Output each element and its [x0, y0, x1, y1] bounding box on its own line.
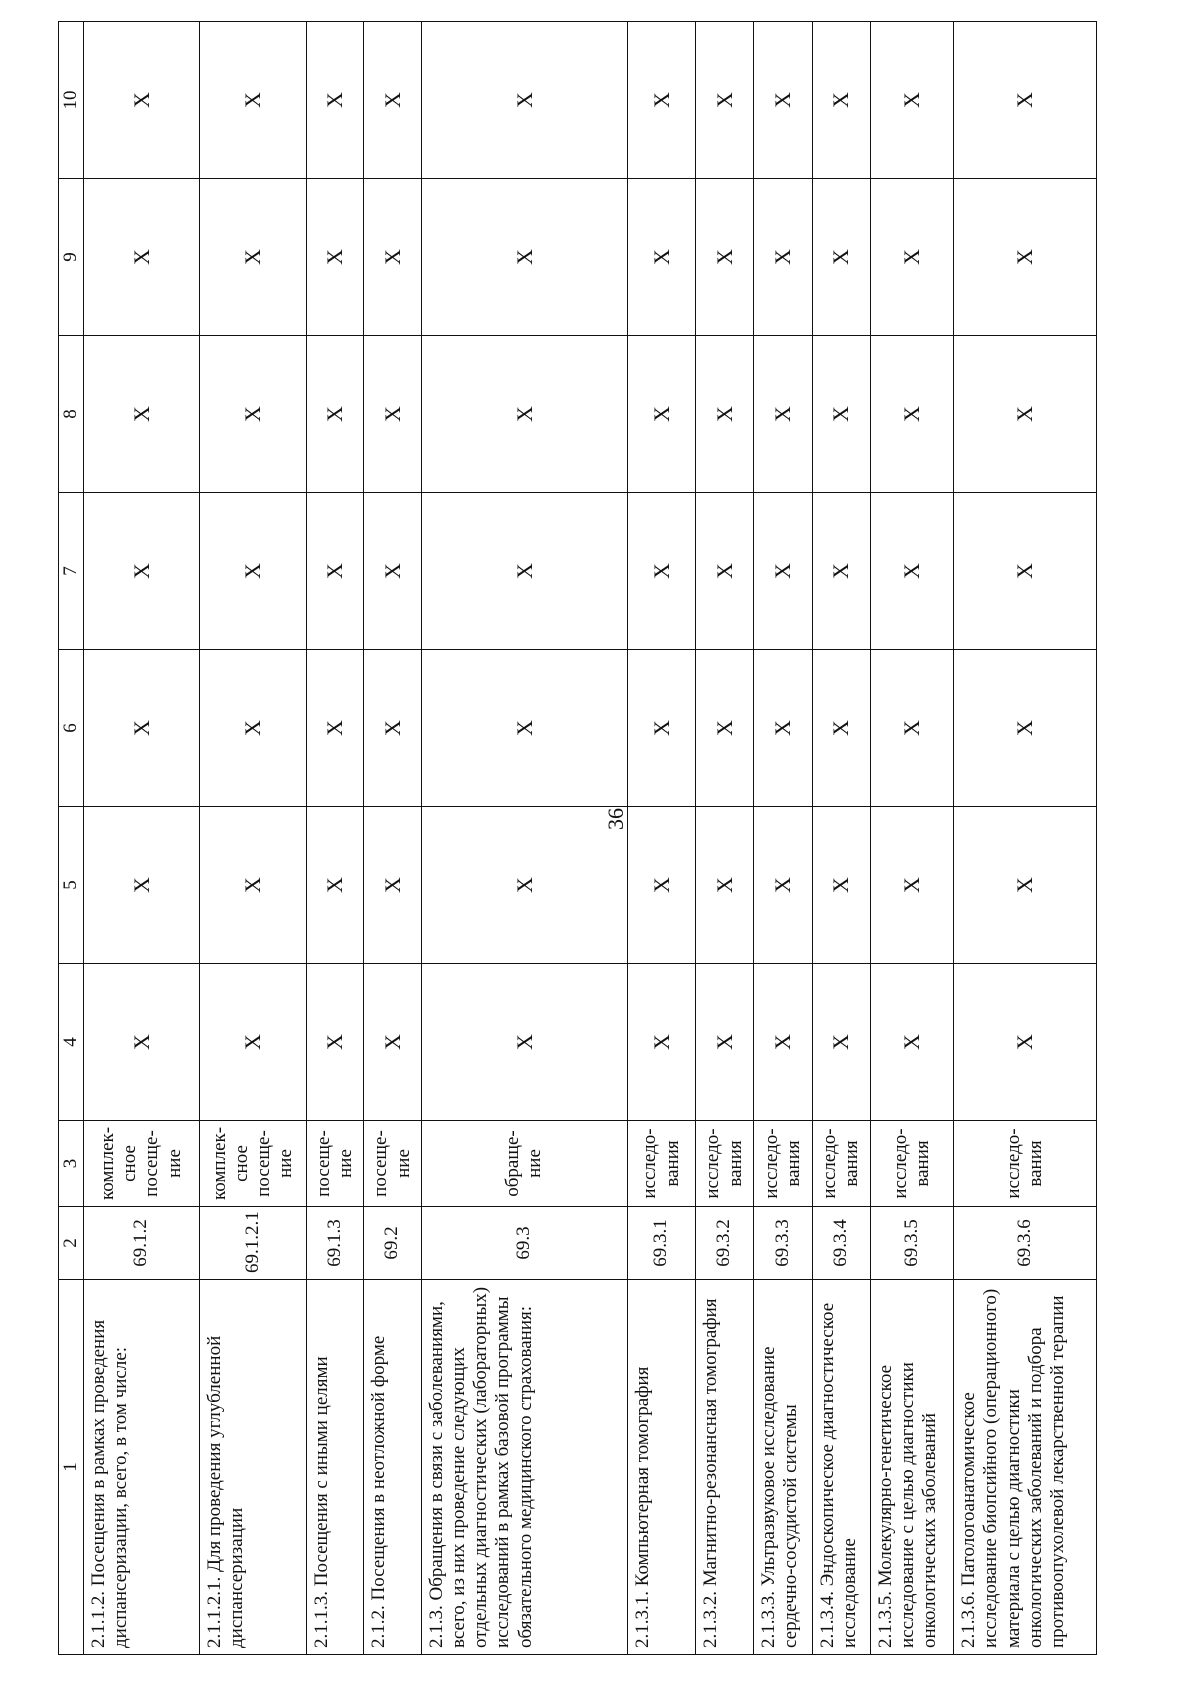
- x-mark-cell: X: [421, 22, 627, 179]
- row-code-cell: 69.2: [364, 1207, 421, 1280]
- x-mark-cell: X: [812, 179, 870, 336]
- col-header: 8: [59, 336, 84, 493]
- row-name-cell: 2.1.3. Обращения в связи с заболеваниями, всего, из них проведение следующих отдельных диагностических (лабораторных) исследований в рамках базовой программы обязательного медицинского страхования:: [421, 1280, 627, 1655]
- x-mark-cell: X: [696, 807, 754, 964]
- x-mark-cell: X: [421, 650, 627, 807]
- x-mark-cell: X: [364, 22, 421, 179]
- x-mark-cell: X: [84, 493, 200, 650]
- x-mark-cell: X: [307, 807, 364, 964]
- x-mark-cell: X: [199, 336, 306, 493]
- row-name-cell: 2.1.3.4. Эндоскопическое диагностическое исследование: [812, 1280, 870, 1655]
- x-mark-cell: X: [954, 964, 1097, 1121]
- row-unit-cell: посеще-ние: [364, 1121, 421, 1207]
- row-unit-cell: исследо-вания: [954, 1121, 1097, 1207]
- x-mark-cell: X: [421, 964, 627, 1121]
- row-unit-cell: обраще-ние: [421, 1121, 627, 1207]
- col-header: 3: [59, 1121, 84, 1207]
- x-mark-cell: X: [628, 336, 696, 493]
- x-mark-cell: X: [421, 336, 627, 493]
- x-mark-cell: X: [421, 493, 627, 650]
- row-code-cell: 69.1.3: [307, 1207, 364, 1280]
- row-name-cell: 2.1.3.2. Магнитно-резонансная томография: [696, 1280, 754, 1655]
- x-mark-cell: X: [696, 650, 754, 807]
- row-name-cell: 2.1.3.6. Патологоанатомическое исследование биопсийного (операционного) материала с целью диагностики онкологических заболеваний и подбора противоопухолевой лекарственной терапии: [954, 1280, 1097, 1655]
- x-mark-cell: X: [696, 179, 754, 336]
- x-mark-cell: X: [307, 336, 364, 493]
- x-mark-cell: X: [696, 493, 754, 650]
- x-mark-cell: X: [870, 179, 953, 336]
- x-mark-cell: X: [812, 493, 870, 650]
- table-row: [307, 22, 364, 1655]
- row-name-cell: 2.1.3.1. Компьютерная томография: [628, 1280, 696, 1655]
- x-mark-cell: X: [199, 964, 306, 1121]
- table-row: [364, 22, 421, 1655]
- header-row: [59, 22, 84, 1655]
- row-name-cell: 2.1.2. Посещения в неотложной форме: [364, 1280, 421, 1655]
- x-mark-cell: X: [364, 493, 421, 650]
- x-mark-cell: X: [954, 336, 1097, 493]
- x-mark-cell: X: [812, 22, 870, 179]
- row-unit-cell: комплек-сное посеще-ние: [84, 1121, 200, 1207]
- data-table: [58, 21, 1097, 1655]
- x-mark-cell: X: [628, 493, 696, 650]
- x-mark-cell: X: [954, 493, 1097, 650]
- x-mark-cell: X: [628, 964, 696, 1121]
- x-mark-cell: X: [307, 22, 364, 179]
- x-mark-cell: X: [84, 179, 200, 336]
- col-header: 9: [59, 179, 84, 336]
- x-mark-cell: X: [364, 807, 421, 964]
- x-mark-cell: X: [84, 22, 200, 179]
- row-unit-cell: исследо-вания: [870, 1121, 953, 1207]
- x-mark-cell: X: [199, 650, 306, 807]
- row-unit-cell: исследо-вания: [696, 1121, 754, 1207]
- x-mark-cell: X: [870, 650, 953, 807]
- x-mark-cell: X: [199, 22, 306, 179]
- page-number: 36: [603, 808, 628, 830]
- row-code-cell: 69.3.3: [754, 1207, 812, 1280]
- x-mark-cell: X: [307, 650, 364, 807]
- row-name-cell: 2.1.1.2.1. Для проведения углубленной диспансеризации: [199, 1280, 306, 1655]
- x-mark-cell: X: [754, 22, 812, 179]
- col-header: 4: [59, 964, 84, 1121]
- row-unit-cell: исследо-вания: [812, 1121, 870, 1207]
- x-mark-cell: X: [307, 179, 364, 336]
- x-mark-cell: X: [84, 964, 200, 1121]
- x-mark-cell: X: [754, 179, 812, 336]
- x-mark-cell: X: [84, 336, 200, 493]
- row-code-cell: 69.3.2: [696, 1207, 754, 1280]
- x-mark-cell: X: [954, 22, 1097, 179]
- table-wrapper: [58, 22, 1097, 1655]
- x-mark-cell: X: [696, 22, 754, 179]
- x-mark-cell: X: [84, 650, 200, 807]
- x-mark-cell: X: [754, 964, 812, 1121]
- row-unit-cell: исследо-вания: [754, 1121, 812, 1207]
- x-mark-cell: X: [628, 179, 696, 336]
- x-mark-cell: X: [754, 493, 812, 650]
- table-row: [954, 22, 1097, 1655]
- x-mark-cell: X: [364, 650, 421, 807]
- col-header: 6: [59, 650, 84, 807]
- x-mark-cell: X: [812, 964, 870, 1121]
- row-name-cell: 2.1.1.2. Посещения в рамках проведения диспансеризации, всего, в том числе:: [84, 1280, 200, 1655]
- row-unit-cell: исследо-вания: [628, 1121, 696, 1207]
- x-mark-cell: X: [628, 807, 696, 964]
- row-code-cell: 69.1.2: [84, 1207, 200, 1280]
- row-code-cell: 69.1.2.1: [199, 1207, 306, 1280]
- x-mark-cell: X: [754, 807, 812, 964]
- table-row: [754, 22, 812, 1655]
- x-mark-cell: X: [307, 964, 364, 1121]
- x-mark-cell: X: [870, 493, 953, 650]
- x-mark-cell: X: [954, 650, 1097, 807]
- col-header: 1: [59, 1280, 84, 1655]
- row-code-cell: 69.3.1: [628, 1207, 696, 1280]
- x-mark-cell: X: [628, 22, 696, 179]
- x-mark-cell: X: [84, 807, 200, 964]
- row-unit-cell: посеще-ние: [307, 1121, 364, 1207]
- x-mark-cell: X: [754, 650, 812, 807]
- row-name-cell: 2.1.1.3. Посещения с иными целями: [307, 1280, 364, 1655]
- x-mark-cell: X: [870, 22, 953, 179]
- x-mark-cell: X: [364, 179, 421, 336]
- x-mark-cell: X: [754, 336, 812, 493]
- x-mark-cell: X: [199, 179, 306, 336]
- table-row: [870, 22, 953, 1655]
- x-mark-cell: X: [421, 179, 627, 336]
- x-mark-cell: X: [870, 336, 953, 493]
- x-mark-cell: X: [696, 336, 754, 493]
- col-header: 10: [59, 22, 84, 179]
- x-mark-cell: X: [421, 807, 627, 964]
- x-mark-cell: X: [307, 493, 364, 650]
- x-mark-cell: X: [870, 964, 953, 1121]
- table-row: [84, 22, 200, 1655]
- table-row: [812, 22, 870, 1655]
- row-name-cell: 2.1.3.5. Молекулярно-генетическое исследование с целью диагностики онкологических заболеваний: [870, 1280, 953, 1655]
- rotated-table-container: [58, 22, 1097, 1655]
- col-header: 5: [59, 807, 84, 964]
- row-unit-cell: комплек-сное посеще-ние: [199, 1121, 306, 1207]
- x-mark-cell: X: [199, 807, 306, 964]
- col-header: 7: [59, 493, 84, 650]
- x-mark-cell: X: [812, 650, 870, 807]
- row-code-cell: 69.3.6: [954, 1207, 1097, 1280]
- x-mark-cell: X: [696, 964, 754, 1121]
- x-mark-cell: X: [954, 807, 1097, 964]
- x-mark-cell: X: [364, 964, 421, 1121]
- row-code-cell: 69.3.4: [812, 1207, 870, 1280]
- col-header: 2: [59, 1207, 84, 1280]
- x-mark-cell: X: [812, 807, 870, 964]
- x-mark-cell: X: [954, 179, 1097, 336]
- row-name-cell: 2.1.3.3. Ультразвуковое исследование сердечно-сосудистой системы: [754, 1280, 812, 1655]
- row-code-cell: 69.3: [421, 1207, 627, 1280]
- table-body: [84, 22, 1097, 1655]
- table-row: [696, 22, 754, 1655]
- table-row: [199, 22, 306, 1655]
- x-mark-cell: X: [812, 336, 870, 493]
- x-mark-cell: X: [199, 493, 306, 650]
- row-code-cell: 69.3.5: [870, 1207, 953, 1280]
- table-row: [421, 22, 627, 1655]
- x-mark-cell: X: [870, 807, 953, 964]
- table-row: [628, 22, 696, 1655]
- x-mark-cell: X: [628, 650, 696, 807]
- x-mark-cell: X: [364, 336, 421, 493]
